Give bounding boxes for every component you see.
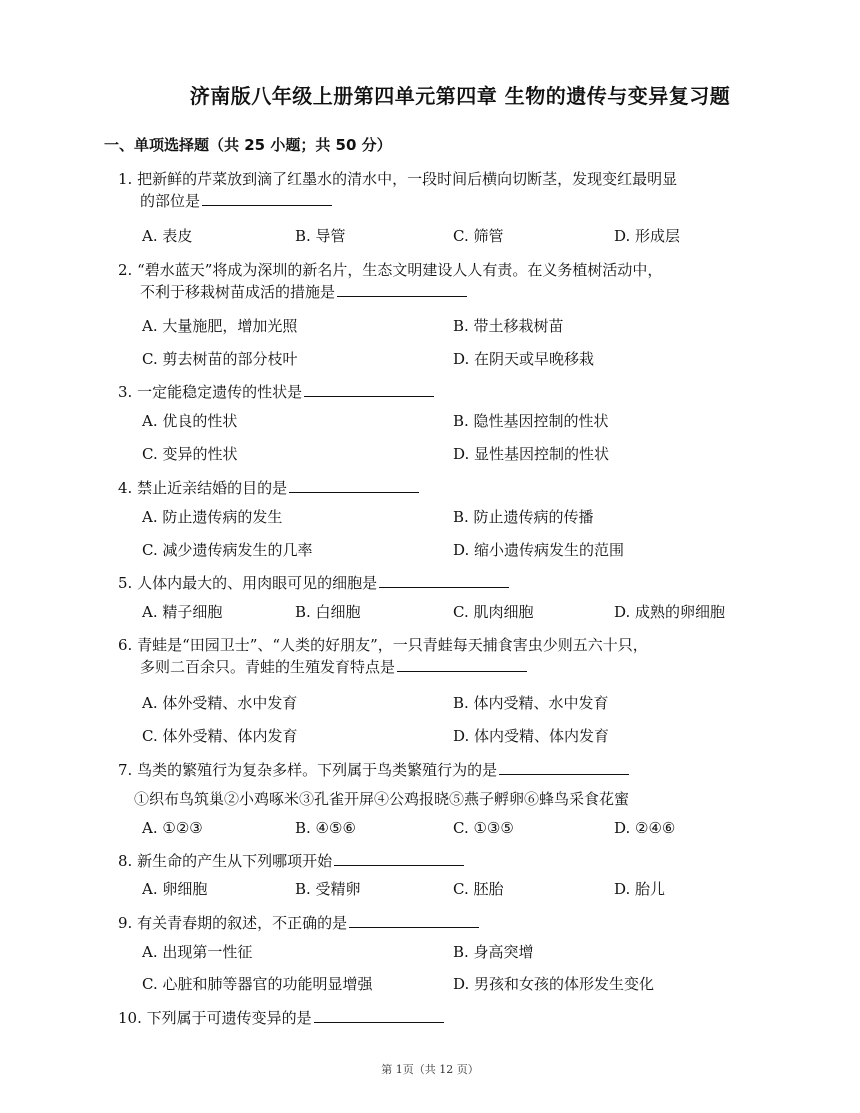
option-a[interactable]: A. 表皮 bbox=[142, 227, 193, 245]
option-d[interactable]: D. 胎儿 bbox=[614, 880, 666, 898]
option-a[interactable]: A. 优良的性状 bbox=[142, 412, 238, 430]
question-stem-cont: 的部位是 bbox=[140, 192, 201, 210]
question-1 bbox=[118, 168, 758, 212]
question-6 bbox=[118, 634, 758, 678]
option-d[interactable]: D. 缩小遗传病发生的范围 bbox=[453, 541, 625, 559]
question-stem: 8. 新生命的产生从下列哪项开始 bbox=[118, 852, 333, 870]
question-2 bbox=[118, 259, 758, 303]
page-title: 济南版八年级上册第四单元第四章 生物的遗传与变异复习题 bbox=[189, 84, 731, 108]
option-a[interactable]: A. 防止遗传病的发生 bbox=[142, 508, 283, 526]
question-stem: 3. 一定能稳定遗传的性状是 bbox=[118, 383, 303, 401]
option-d[interactable]: D. 在阴天或早晚移栽 bbox=[453, 350, 595, 368]
option-d[interactable]: D. ②④⑥ bbox=[614, 819, 676, 837]
option-b[interactable]: B. 导管 bbox=[295, 227, 346, 245]
option-c[interactable]: C. 心脏和肺等器官的功能明显增强 bbox=[142, 975, 373, 993]
option-b[interactable]: B. 白细胞 bbox=[295, 603, 361, 621]
option-c[interactable]: C. ①③⑤ bbox=[453, 819, 514, 837]
option-c[interactable]: C. 肌肉细胞 bbox=[453, 603, 534, 621]
question-8 bbox=[118, 850, 758, 872]
question-stem-cont: 不利于移栽树苗成活的措施是 bbox=[140, 283, 336, 301]
section-heading: 一、单项选择题（共 25 小题；共 50 分） bbox=[104, 136, 392, 154]
answer-blank[interactable] bbox=[202, 191, 332, 206]
option-b[interactable]: B. 体内受精、水中发育 bbox=[453, 694, 609, 712]
option-b[interactable]: B. 受精卵 bbox=[295, 880, 361, 898]
question-items: ①织布鸟筑巢②小鸡啄米③孔雀开屏④公鸡报晓⑤燕子孵卵⑥蜂鸟采食花蜜 bbox=[134, 790, 630, 808]
answer-blank[interactable] bbox=[379, 573, 509, 588]
answer-blank[interactable] bbox=[337, 282, 467, 297]
answer-blank[interactable] bbox=[289, 478, 419, 493]
question-stem-cont: 多则二百余只。青蛙的生殖发育特点是 bbox=[140, 658, 396, 676]
option-d[interactable]: D. 体内受精、体内发育 bbox=[453, 727, 610, 745]
question-7-items bbox=[134, 788, 774, 810]
option-d[interactable]: D. 显性基因控制的性状 bbox=[453, 445, 610, 463]
answer-blank[interactable] bbox=[314, 1008, 444, 1023]
question-3 bbox=[118, 381, 758, 403]
option-a[interactable]: A. 精子细胞 bbox=[142, 603, 223, 621]
option-d[interactable]: D. 男孩和女孩的体形发生变化 bbox=[453, 975, 655, 993]
option-c[interactable]: C. 筛管 bbox=[453, 227, 504, 245]
option-c[interactable]: C. 剪去树苗的部分枝叶 bbox=[142, 350, 298, 368]
option-a[interactable]: A. ①②③ bbox=[142, 819, 203, 837]
question-stem: 4. 禁止近亲结婚的目的是 bbox=[118, 479, 288, 497]
question-10 bbox=[118, 1007, 758, 1029]
answer-blank[interactable] bbox=[397, 657, 527, 672]
question-9 bbox=[118, 912, 758, 934]
option-b[interactable]: B. 防止遗传病的传播 bbox=[453, 508, 594, 526]
option-c[interactable]: C. 胚胎 bbox=[453, 880, 504, 898]
option-a[interactable]: A. 体外受精、水中发育 bbox=[142, 694, 298, 712]
question-stem: 2. “碧水蓝天”将成为深圳的新名片，生态文明建设人人有责。在义务植树活动中， bbox=[118, 261, 663, 279]
question-5 bbox=[118, 572, 758, 594]
question-stem: 10. 下列属于可遗传变异的是 bbox=[118, 1009, 312, 1027]
answer-blank[interactable] bbox=[334, 851, 464, 866]
answer-blank[interactable] bbox=[349, 913, 479, 928]
question-stem: 9. 有关青春期的叙述，不正确的是 bbox=[118, 914, 348, 932]
option-c[interactable]: C. 减少遗传病发生的几率 bbox=[142, 541, 313, 559]
question-4 bbox=[118, 477, 758, 499]
page-footer: 第 1页（共 12 页） bbox=[381, 1063, 479, 1076]
question-stem: 1. 把新鲜的芹菜放到滴了红墨水的清水中，一段时间后横向切断茎，发现变红最明显 bbox=[118, 170, 678, 188]
question-7 bbox=[118, 759, 758, 781]
question-stem: 6. 青蛙是“田园卫士”、“人类的好朋友”，一只青蛙每天捕食害虫少则五六十只， bbox=[118, 636, 648, 654]
answer-blank[interactable] bbox=[499, 760, 629, 775]
option-c[interactable]: C. 变异的性状 bbox=[142, 445, 238, 463]
option-a[interactable]: A. 大量施肥，增加光照 bbox=[142, 317, 298, 335]
question-stem: 7. 鸟类的繁殖行为复杂多样。下列属于鸟类繁殖行为的是 bbox=[118, 761, 498, 779]
answer-blank[interactable] bbox=[304, 382, 434, 397]
option-c[interactable]: C. 体外受精、体内发育 bbox=[142, 727, 298, 745]
option-d[interactable]: D. 成熟的卵细胞 bbox=[614, 603, 726, 621]
option-b[interactable]: B. ④⑤⑥ bbox=[295, 819, 356, 837]
option-a[interactable]: A. 出现第一性征 bbox=[142, 943, 253, 961]
option-b[interactable]: B. 带土移栽树苗 bbox=[453, 317, 564, 335]
option-a[interactable]: A. 卵细胞 bbox=[142, 880, 208, 898]
option-b[interactable]: B. 隐性基因控制的性状 bbox=[453, 412, 609, 430]
option-b[interactable]: B. 身高突增 bbox=[453, 943, 534, 961]
option-d[interactable]: D. 形成层 bbox=[614, 227, 681, 245]
question-stem: 5. 人体内最大的、用肉眼可见的细胞是 bbox=[118, 574, 378, 592]
